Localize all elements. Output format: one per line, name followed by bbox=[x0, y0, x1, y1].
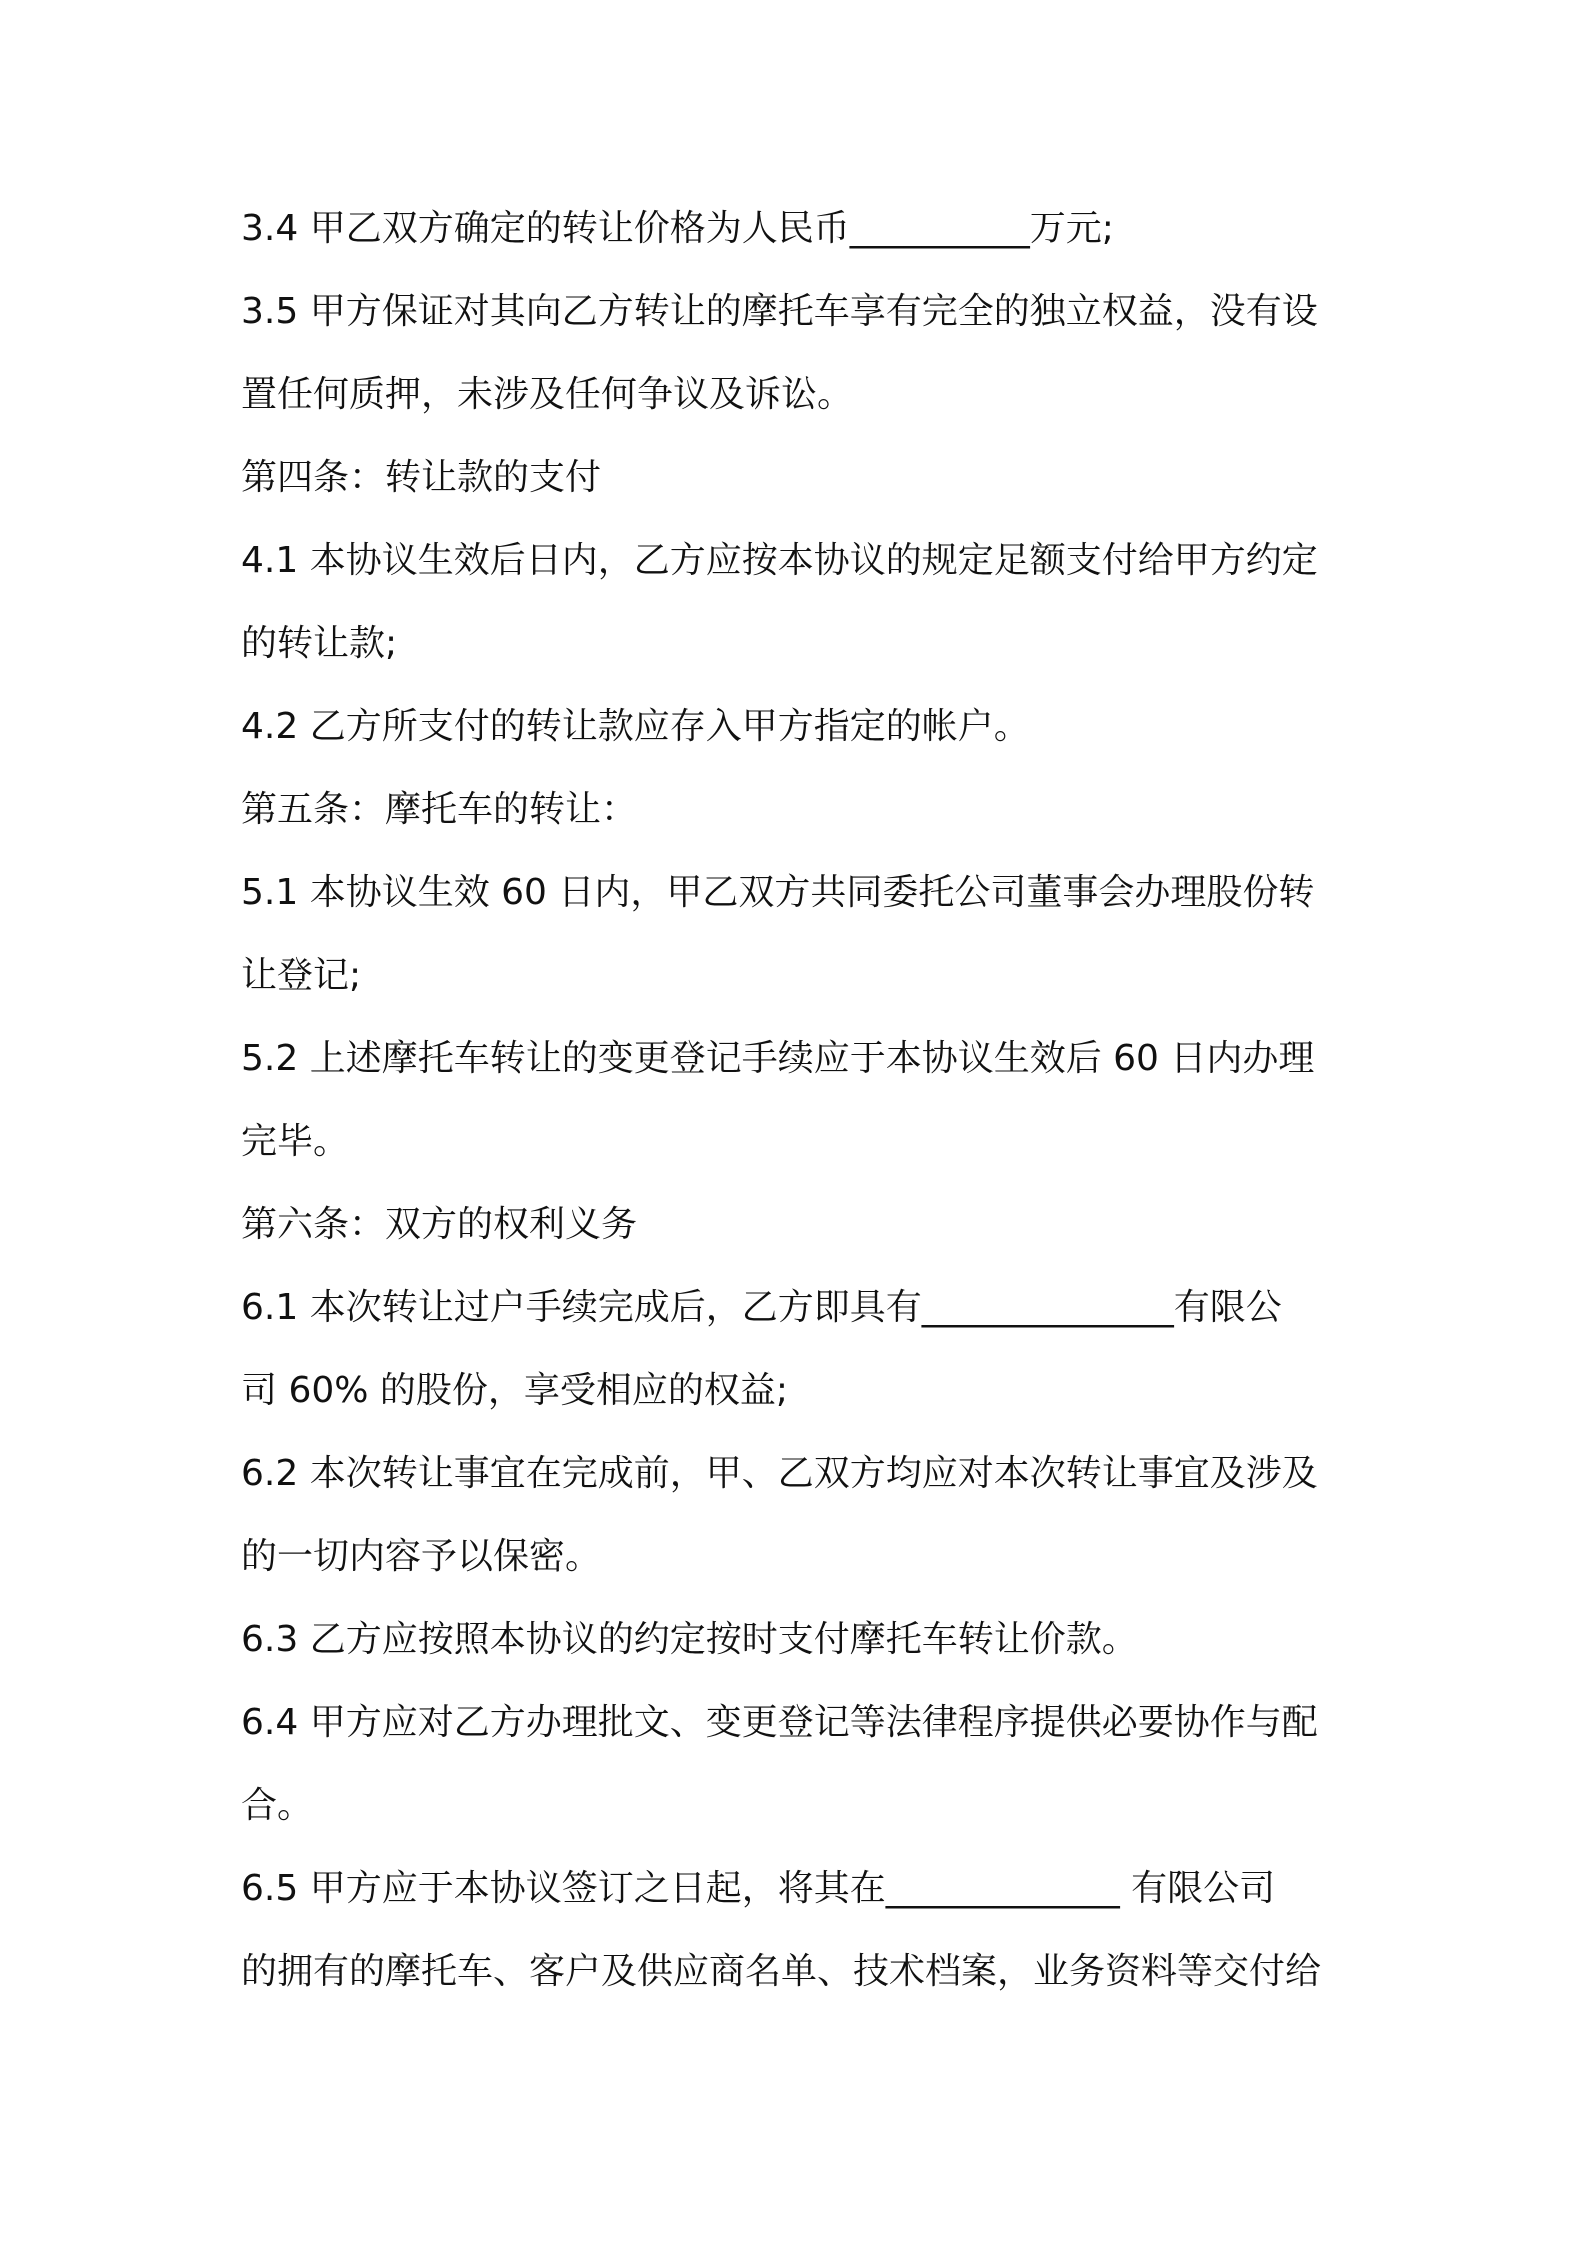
article-5-heading: 第五条：摩托车的转让： bbox=[241, 789, 638, 830]
clause-4-2: 4.2 乙方所支付的转让款应存入甲方指定的帐户。 bbox=[241, 706, 1030, 747]
clause-6-2: 6.2 本次转让事宜在完成前，甲、乙双方均应对本次转让事宜及涉及 bbox=[241, 1453, 1318, 1494]
clause-5-1-continued: 让登记; bbox=[241, 955, 362, 996]
clause-6-2-continued: 的一切内容予以保密。 bbox=[241, 1536, 602, 1577]
clause-6-4-continued: 合。 bbox=[241, 1785, 314, 1826]
clause-6-5: 6.5 甲方应于本协议签订之日起，将其在_____________ 有限公司 bbox=[241, 1868, 1276, 1909]
clause-5-2-continued: 完毕。 bbox=[241, 1121, 350, 1162]
clause-6-1-continued: 司 60% 的股份，享受相应的权益; bbox=[241, 1370, 789, 1411]
clause-3-4: 3.4 甲乙双方确定的转让价格为人民币__________万元; bbox=[241, 208, 1114, 249]
clause-4-1-continued: 的转让款; bbox=[241, 623, 398, 664]
clause-5-2: 5.2 上述摩托车转让的变更登记手续应于本协议生效后 60 日内办理 bbox=[241, 1038, 1315, 1079]
clause-6-1: 6.1 本次转让过户手续完成后，乙方即具有______________有限公 bbox=[241, 1287, 1282, 1328]
clause-3-5: 3.5 甲方保证对其向乙方转让的摩托车享有完全的独立权益，没有设 bbox=[241, 291, 1318, 332]
article-6-heading: 第六条：双方的权利义务 bbox=[241, 1204, 638, 1245]
clause-3-5-continued: 置任何质押，未涉及任何争议及诉讼。 bbox=[241, 374, 854, 415]
article-4-heading: 第四条：转让款的支付 bbox=[241, 457, 602, 498]
clause-6-5-continued: 的拥有的摩托车、客户及供应商名单、技术档案，业务资料等交付给 bbox=[241, 1951, 1322, 1992]
clause-6-3: 6.3 乙方应按照本协议的约定按时支付摩托车转让价款。 bbox=[241, 1619, 1138, 1660]
clause-5-1: 5.1 本协议生效 60 日内，甲乙双方共同委托公司董事会办理股份转 bbox=[241, 872, 1315, 913]
clause-6-4: 6.4 甲方应对乙方办理批文、变更登记等法律程序提供必要协作与配 bbox=[241, 1702, 1318, 1743]
clause-4-1: 4.1 本协议生效后日内，乙方应按本协议的规定足额支付给甲方约定 bbox=[241, 540, 1318, 581]
